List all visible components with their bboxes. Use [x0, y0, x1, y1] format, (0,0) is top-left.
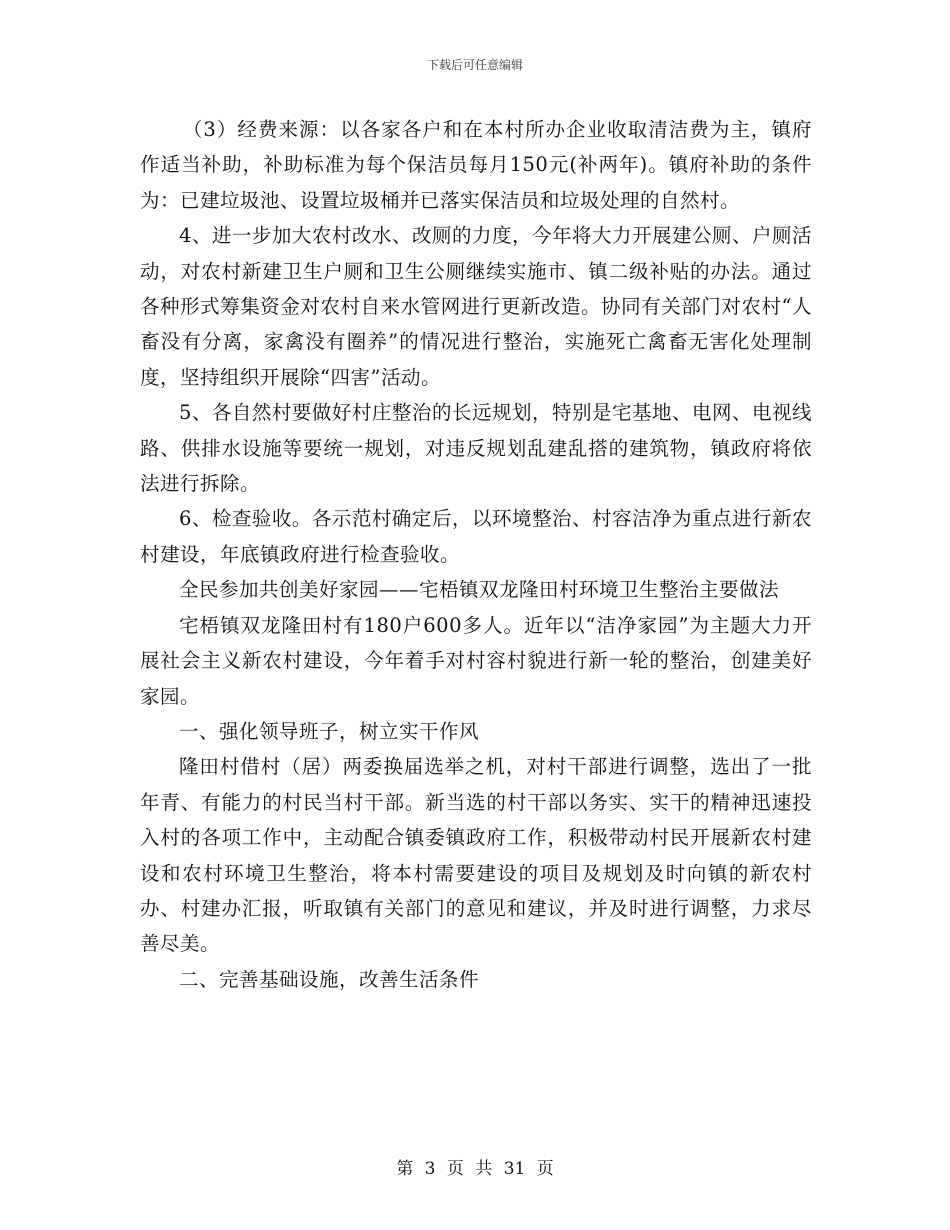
section-title: 全民参加共创美好家园——宅梧镇双龙隆田村环境卫生整治主要做法: [179, 578, 780, 602]
paragraph-village-intro: 宅梧镇双龙隆田村有180户600多人。近年以“洁净家园”为主题大力开展社会主义新农村建设，今年着手对村容村貌进行新一轮的整治，创建美好家园。: [140, 613, 812, 708]
document-body: [140, 112, 812, 997]
paragraph-funding-source: （3）经费来源：以各家各户和在本村所办企业收取清洁费为主，镇府作适当补助，补助标准为每个保洁员每月150元(补两年)。镇府补助的条件为：已建垃圾池、设置垃圾桶并已落实保洁员和垃圾处理的自然村。: [140, 118, 812, 212]
page-header: 下载后可任意编辑: [426, 58, 523, 72]
paragraph-leadership: 隆田村借村（居）两委换届选举之机，对村干部进行调整，选出了一批年青、有能力的村民当村干部。新当选的村干部以务实、实干的精神迅速投入村的各项工作中，主动配合镇委镇政府工作，积极带动村民开展新农村建设和农村环境卫生整治，将本村需要建设的项目及规划及时向镇的新农村办、村建办汇报，听取镇有关部门的意见和建议，并及时进行调整，力求尽善尽美。: [140, 755, 812, 956]
paragraph-water-toilet: 4、进一步加大农村改水、改厕的力度，今年将大力开展建公厕、户厕活动，对农村新建卫生户厕和卫生公厕继续实施市、镇二级补贴的办法。通过各种形式筹集资金对农村自来水管网进行更新改造。协同有关部门对农村“人畜没有分离，家禽没有圈养”的情况进行整治，实施死亡禽畜无害化处理制度，坚持组织开展除“四害”活动。: [140, 224, 812, 389]
page-number-footer: 第 3 页 共 31 页: [396, 1159, 554, 1179]
subheading-leadership: 一、强化领导班子，树立实干作风: [179, 719, 480, 743]
subheading-infrastructure: 二、完善基础设施，改善生活条件: [179, 967, 480, 991]
paragraph-inspection: 6、检查验收。各示范村确定后，以环境整治、村容洁净为重点进行新农村建设，年底镇政府进行检查验收。: [140, 507, 812, 566]
paragraph-planning: 5、各自然村要做好村庄整治的长远规划，特别是宅基地、电网、电视线路、供排水设施等要统一规划，对违反规划乱建乱搭的建筑物，镇政府将依法进行拆除。: [140, 401, 812, 496]
